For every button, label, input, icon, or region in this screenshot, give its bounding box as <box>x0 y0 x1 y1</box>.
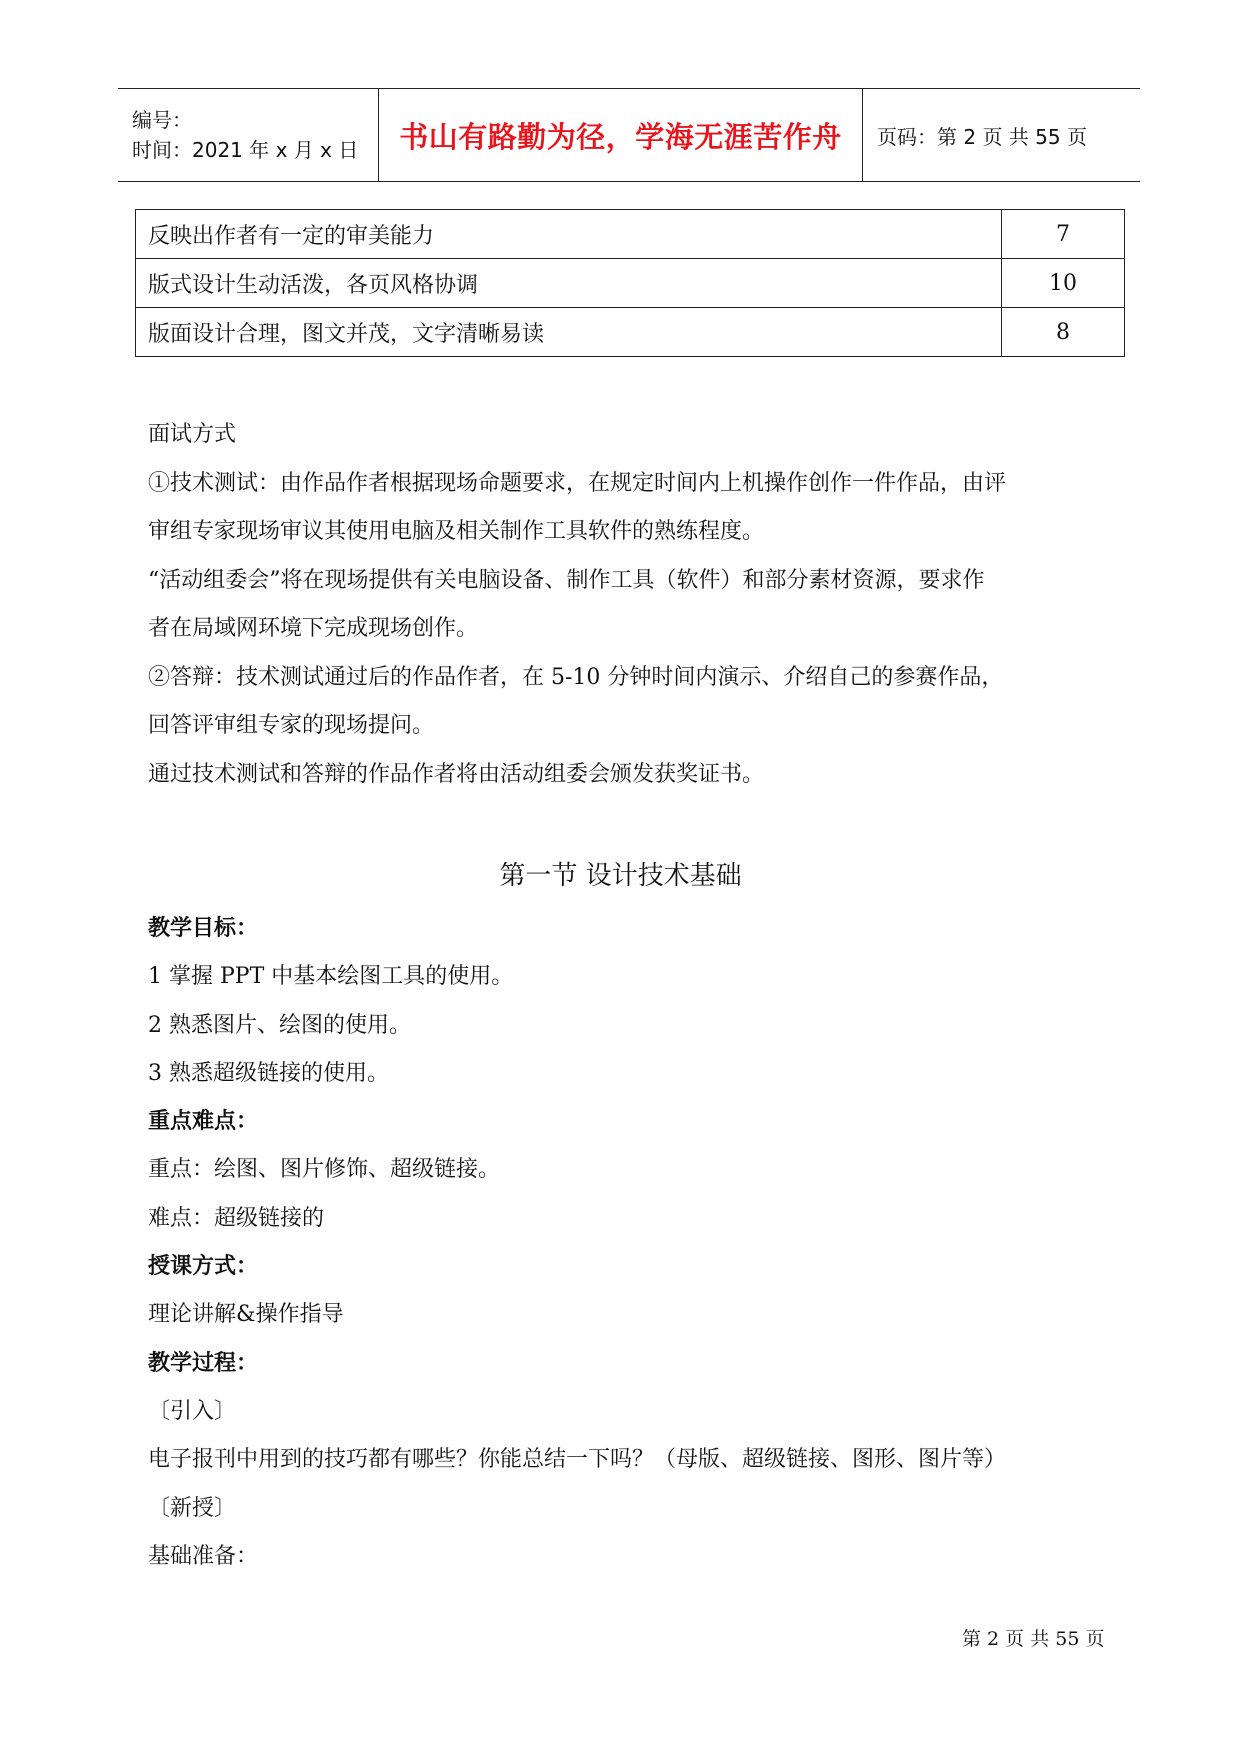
paragraph-line: 者在局域网环境下完成现场创作。 <box>148 616 479 641</box>
paragraph-line: ①技术测试：由作品作者根据现场命题要求，在规定时间内上机操作创作一件作品，由评 <box>148 470 1007 496</box>
paragraph-line: 通过技术测试和答辩的作品作者将由活动组委会颁发获奖证书。 <box>148 761 765 787</box>
paragraph-line: ②答辩：技术测试通过后的作品作者，在 5-10 分钟时间内演示、介绍自己的参赛作品， <box>148 664 1004 690</box>
method-text: 理论讲解&操作指导 <box>148 1302 344 1328</box>
header-time: 时间：2021 年 x 月 x 日 <box>132 138 359 162</box>
interview-heading: 面试方式 <box>148 422 237 447</box>
list-item: 1 掌握 PPT 中基本绘图工具的使用。 <box>148 964 514 990</box>
score-table <box>135 209 1125 357</box>
table-row <box>136 210 1125 259</box>
section-title: 第一节 设计技术基础 <box>499 861 742 891</box>
intro-tag: 〔引入〕 <box>148 1398 237 1424</box>
header-number: 编号： <box>132 108 192 132</box>
table-cell-criterion: 版式设计生动活泼，各页风格协调 <box>136 259 1002 308</box>
method-heading: 授课方式： <box>148 1254 259 1280</box>
paragraph-line: 审组专家现场审议其使用电脑及相关制作工具软件的熟练程度。 <box>148 519 765 544</box>
interview-section <box>148 411 1116 799</box>
table-cell-criterion: 反映出作者有一定的审美能力 <box>136 210 1002 259</box>
basics-text: 基础准备： <box>148 1543 259 1569</box>
page-footer: 第 2 页 共 55 页 <box>962 1628 1105 1650</box>
table-cell-points: 8 <box>1002 308 1125 357</box>
table-row <box>136 308 1125 357</box>
new-tag: 〔新授〕 <box>148 1495 237 1521</box>
header-page-info: 页码：第 2 页 共 55 页 <box>877 124 1087 149</box>
header-meta <box>118 89 379 181</box>
table-cell-points: 7 <box>1002 210 1125 259</box>
goals-heading: 教学目标： <box>148 916 259 941</box>
list-item: 2 熟悉图片、绘图的使用。 <box>148 1012 411 1038</box>
header-motto: 书山有路勤为径，学海无涯苦作舟 <box>399 119 842 154</box>
list-item: 3 熟悉超级链接的使用。 <box>148 1060 389 1086</box>
key-point: 重点：绘图、图片修饰、超级链接。 <box>148 1157 501 1183</box>
difficult-point: 难点：超级链接的 <box>148 1205 325 1231</box>
table-cell-criterion: 版面设计合理，图文并茂，文字清晰易读 <box>136 308 1002 357</box>
page-header <box>118 88 1140 182</box>
lesson-section <box>148 905 1128 1581</box>
key-heading: 重点难点： <box>148 1109 259 1135</box>
intro-question: 电子报刊中用到的技巧都有哪些？你能总结一下吗？（母版、超级链接、图形、图片等） <box>148 1447 1007 1473</box>
paragraph-line: 回答评审组专家的现场提问。 <box>148 713 435 738</box>
paragraph-line: “活动组委会”将在现场提供有关电脑设备、制作工具（软件）和部分素材资源，要求作 <box>148 567 985 593</box>
table-row <box>136 259 1125 308</box>
table-cell-points: 10 <box>1002 259 1125 308</box>
process-heading: 教学过程： <box>148 1350 259 1376</box>
header-page-cell <box>863 89 1140 181</box>
header-motto-cell <box>379 89 863 181</box>
